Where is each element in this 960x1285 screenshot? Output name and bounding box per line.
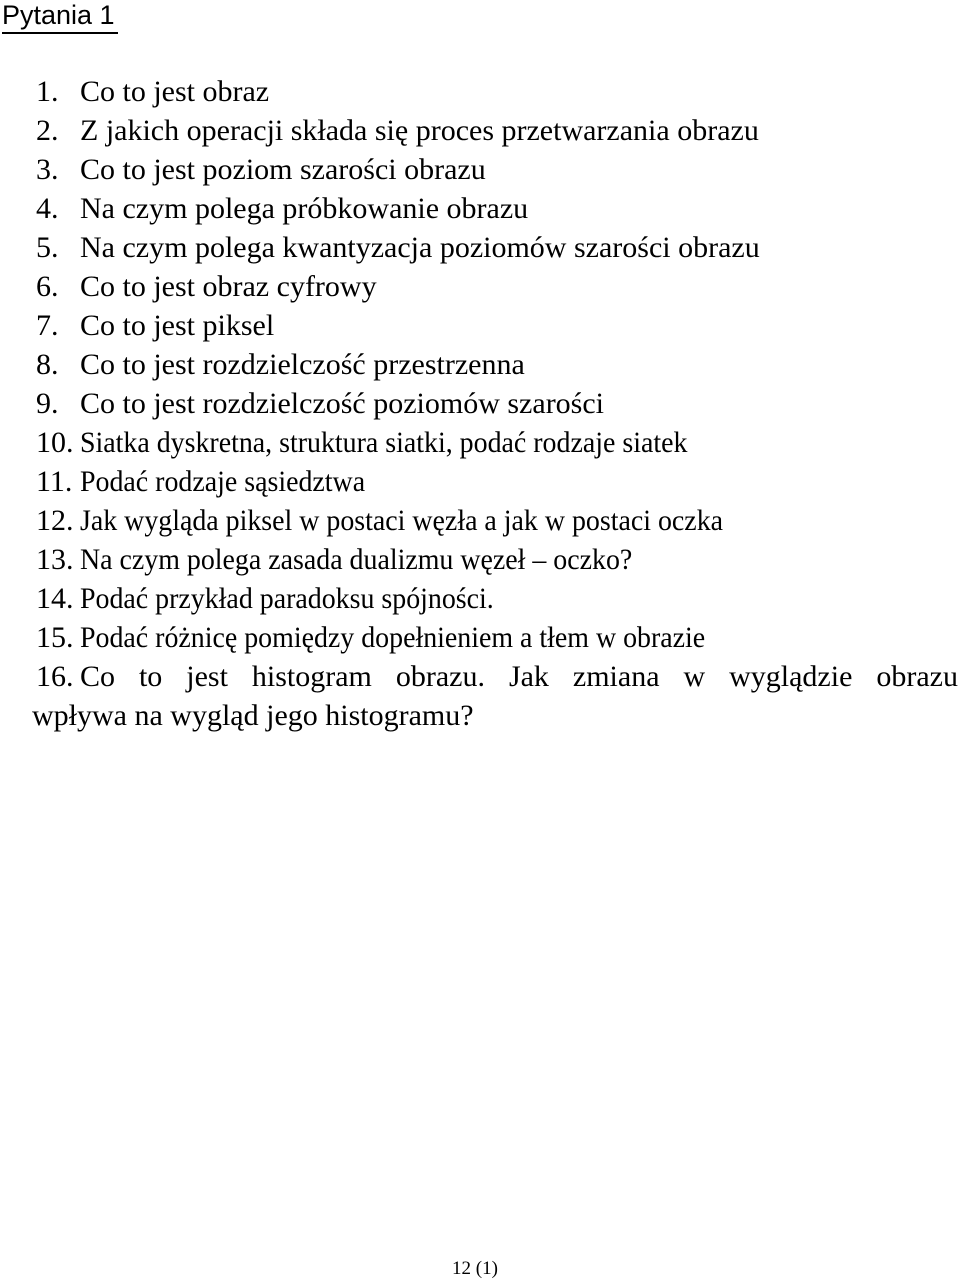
list-item	[36, 306, 958, 345]
item-text: Co to jest rozdzielczość przestrzenna	[80, 348, 525, 381]
list-item	[36, 501, 958, 540]
item-text: Co to jest obraz cyfrowy	[80, 270, 377, 303]
item-text: Z jakich operacji składa się proces przetwarzania obrazu	[80, 114, 759, 147]
item-number: 7.	[36, 309, 59, 342]
item-number: 4.	[36, 192, 59, 225]
item-number: 10.	[36, 426, 74, 459]
item-text: Na czym polega kwantyzacja poziomów szarości obrazu	[80, 231, 760, 264]
item-text: Jak wygląda piksel w postaci węzła a jak w postaci oczka	[80, 504, 724, 537]
item-number: 16.	[36, 660, 74, 693]
list-item	[36, 618, 958, 657]
item-text: Podać rodzaje sąsiedztwa	[80, 465, 366, 498]
page-number: 12 (1)	[452, 1258, 498, 1279]
page-title: Pytania 1	[2, 0, 118, 34]
item-text-line: Co to jest histogram obrazu. Jak zmiana w wyglądzie obrazu	[80, 660, 958, 693]
item-text-line: wpływa na wygląd jego histogramu?	[32, 699, 474, 732]
item-number: 15.	[36, 621, 74, 654]
item-number: 14.	[36, 582, 74, 615]
item-number: 1.	[36, 75, 59, 108]
item-text: Co to jest rozdzielczość poziomów szarości	[80, 387, 605, 420]
list-item	[36, 345, 958, 384]
item-number: 2.	[36, 114, 59, 147]
question-list	[32, 72, 958, 735]
item-number: 11.	[36, 465, 73, 498]
list-item	[36, 579, 958, 618]
item-number: 8.	[36, 348, 59, 381]
item-text: Co to jest piksel	[80, 309, 275, 342]
item-text: Co to jest obraz	[80, 75, 270, 108]
item-number: 3.	[36, 153, 59, 186]
list-item	[36, 228, 958, 267]
list-item	[36, 189, 958, 228]
item-number: 6.	[36, 270, 59, 303]
item-text: Siatka dyskretna, struktura siatki, podać rodzaje siatek	[80, 426, 688, 459]
list-item	[32, 657, 958, 735]
item-number: 9.	[36, 387, 59, 420]
item-text: Podać różnicę pomiędzy dopełnieniem a tłem w obrazie	[80, 621, 706, 654]
item-text: Na czym polega próbkowanie obrazu	[80, 192, 529, 225]
list-item	[36, 111, 958, 150]
item-text: Na czym polega zasada dualizmu węzeł – oczko?	[80, 543, 633, 576]
list-item	[36, 423, 958, 462]
list-item	[36, 540, 958, 579]
item-number: 5.	[36, 231, 59, 264]
item-number: 13.	[36, 543, 74, 576]
item-number: 12.	[36, 504, 74, 537]
list-item	[36, 150, 958, 189]
list-item	[36, 462, 958, 501]
item-text: Co to jest poziom szarości obrazu	[80, 153, 486, 186]
item-text: Podać przykład paradoksu spójności.	[80, 582, 494, 615]
list-item	[36, 72, 958, 111]
list-item	[36, 267, 958, 306]
list-item	[36, 384, 958, 423]
